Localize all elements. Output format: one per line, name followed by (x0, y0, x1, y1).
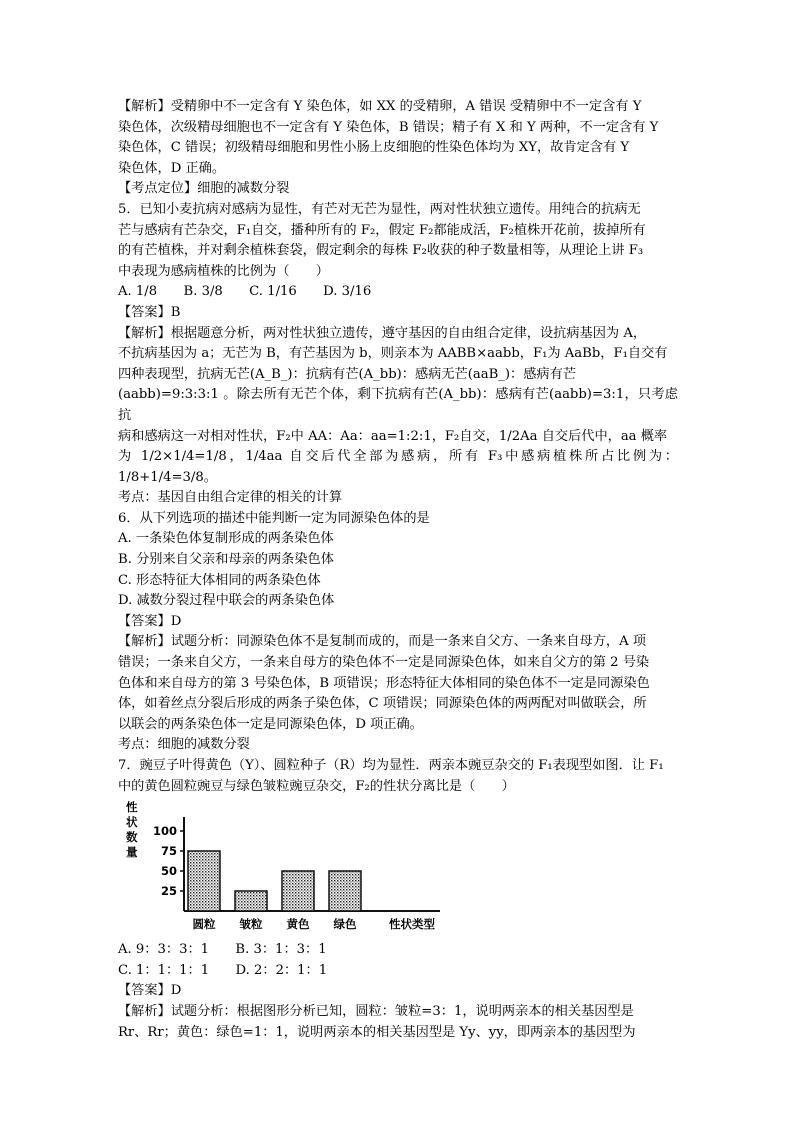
y-tick-label: 25 (160, 884, 177, 899)
y-axis-title-char: 量 (126, 845, 138, 860)
text-line: (aabb)=9:3:3:1 。除去所有无芒个体，剩下抗病有芒(A_bb)：感病有芒(aabb)=3:1，只考虑抗 (118, 387, 678, 423)
text-line: 【解析】根据题意分析，两对性状独立遗传，遵守基因的自由组合定律，设抗病基因为 A， (118, 325, 647, 341)
x-category-labels (193, 917, 357, 931)
text-after-chart (118, 940, 678, 1043)
text-line: 【答案】D (118, 983, 182, 999)
text-line: A. 一条染色体复制形成的两条染色体 (118, 531, 334, 547)
text-line: Rr、Rr；黄色：绿色=1：1，说明两亲本的相关基因型是 Yy、yy，即两亲本的基因型为 (118, 1024, 636, 1040)
y-tick-label: 75 (160, 844, 177, 859)
text-line: 芒与感病有芒杂交，F₁自交，播种所有的 F₂，假定 F₂都能成活，F₂植株开花前，拔掉所有 (118, 222, 646, 238)
y-axis-title-char: 数 (126, 830, 138, 845)
text-line: 病和感病这一对相对性状，F₂中 AA：Aa：aa=1:2:1，F₂自交，1/2Aa 自交后代中，aa 概率 (118, 428, 668, 444)
text-line: A. 1/8 B. 3/8 C. 1/16 D. 3/16 (118, 284, 372, 300)
x-category-label: 黄色 (286, 917, 310, 932)
text-line: 染色体，D 正确。 (118, 160, 226, 176)
text-line: 6．从下列选项的描述中能判断一定为同源染色体的是 (118, 510, 430, 526)
bar-chart (118, 799, 678, 937)
text-line: 7．豌豆子叶得黄色（Y）、圆粒种子（R）均为显性．两亲本豌豆杂交的 F₁表现型如图．让 F₁ (118, 758, 664, 773)
text-line: B. 分别来自父亲和母亲的两条染色体 (118, 552, 334, 568)
bar-1 (235, 891, 267, 911)
text-line: 为 1/2×1/4=1/8，1/4aa 自交后代全部为感病，所有 F₃中感病植株所占比例为：1/8+1/4=3/8。 (118, 449, 678, 485)
text-line: C. 形态特征大体相同的两条染色体 (118, 572, 321, 588)
chart-bars (188, 851, 361, 911)
text-line: 以联会的两条染色体一定是同源染色体，D 项正确。 (118, 716, 423, 732)
text-line: 染色体，次级精母细胞也不一定含有 Y 染色体，B 错误；精子有 X 和 Y 两种，不一定含有 Y (118, 119, 659, 135)
y-tick-labels (153, 824, 184, 898)
text-line: C. 1：1：1：1 D. 2：2：1：1 (118, 962, 328, 978)
y-axis-title (126, 800, 138, 859)
text-line: 【解析】受精卵中不一定含有 Y 染色体，如 XX 的受精卵，A 错误 受精卵中不一定含有 Y (118, 99, 642, 114)
y-axis-title-char: 性 (126, 800, 138, 815)
text-line: 【答案】D (118, 613, 182, 629)
bar-0 (188, 851, 220, 911)
x-axis-title: 性状类型 (389, 917, 435, 932)
bar-chart-svg (118, 799, 448, 937)
text-line: A. 9：3：3：1 B. 3：1：3：1 (118, 942, 327, 958)
text-line: D. 减数分裂过程中联会的两条染色体 (118, 593, 335, 609)
text-line: 的有芒植株，并对剩余植株套袋，假定剩余的每株 F₂收获的种子数量相等，从理论上讲 F₃ (118, 243, 644, 259)
y-tick-label: 50 (160, 864, 177, 879)
bar-2 (282, 871, 314, 911)
text-line: 四种表现型，抗病无芒(A_B_)：抗病有芒(A_bb)：感病无芒(aaB_)：感病有芒 (118, 366, 576, 382)
bar-3 (329, 871, 361, 911)
text-line: 染色体，C 错误；初级精母细胞和男性小肠上皮细胞的性染色体均为 XY，故肯定含有 Y (118, 140, 630, 156)
text-line: 5．已知小麦抗病对感病为显性，有芒对无芒为显性，两对性状独立遗传。用纯合的抗病无 (118, 201, 641, 217)
text-line: 体，如着丝点分裂后形成的两条子染色体，C 项错误；同源染色体的两两配对叫做联会，所 (118, 696, 647, 712)
text-line: 色体和来自母方的第 3 号染色体，B 项错误；形态特征大体相同的染色体不一定是同源染色 (118, 675, 650, 691)
text-before-chart (118, 97, 678, 797)
y-axis-title-char: 状 (126, 815, 138, 830)
text-line: 错误；一条来自父方，一条来自母方的染色体不一定是同源染色体，如来自父方的第 2 号染 (118, 655, 650, 671)
text-line: 不抗病基因为 a；无芒为 B，有芒基因为 b，则亲本为 AABB×aabb，F₁为 AaBb，F₁自交有 (118, 346, 668, 362)
document-body (118, 97, 678, 1043)
text-line: 中表现为感病植株的比例为（ ） (118, 263, 329, 279)
text-line: 【答案】B (118, 304, 181, 320)
text-line: 中的黄色圆粒豌豆与绿色皱粒豌豆杂交，F₂的性状分离比是（ ） (118, 778, 515, 794)
text-line: 【考点定位】细胞的减数分裂 (118, 181, 290, 197)
x-category-label: 绿色 (333, 917, 357, 932)
text-line: 【解析】试题分析：同源染色体不是复制而成的，而是一条来自父方、一条来自母方，A 项 (118, 634, 647, 650)
text-line: 【解析】试题分析：根据图形分析已知，圆粒：皱粒=3：1，说明两亲本的相关基因型是 (118, 1003, 634, 1019)
x-category-label: 皱粒 (239, 917, 263, 932)
y-tick-label: 100 (152, 824, 177, 839)
text-line: 考点：细胞的减数分裂 (118, 737, 250, 753)
text-line: 考点：基因自由组合定律的相关的计算 (118, 490, 343, 506)
x-category-label: 圆粒 (192, 917, 216, 932)
